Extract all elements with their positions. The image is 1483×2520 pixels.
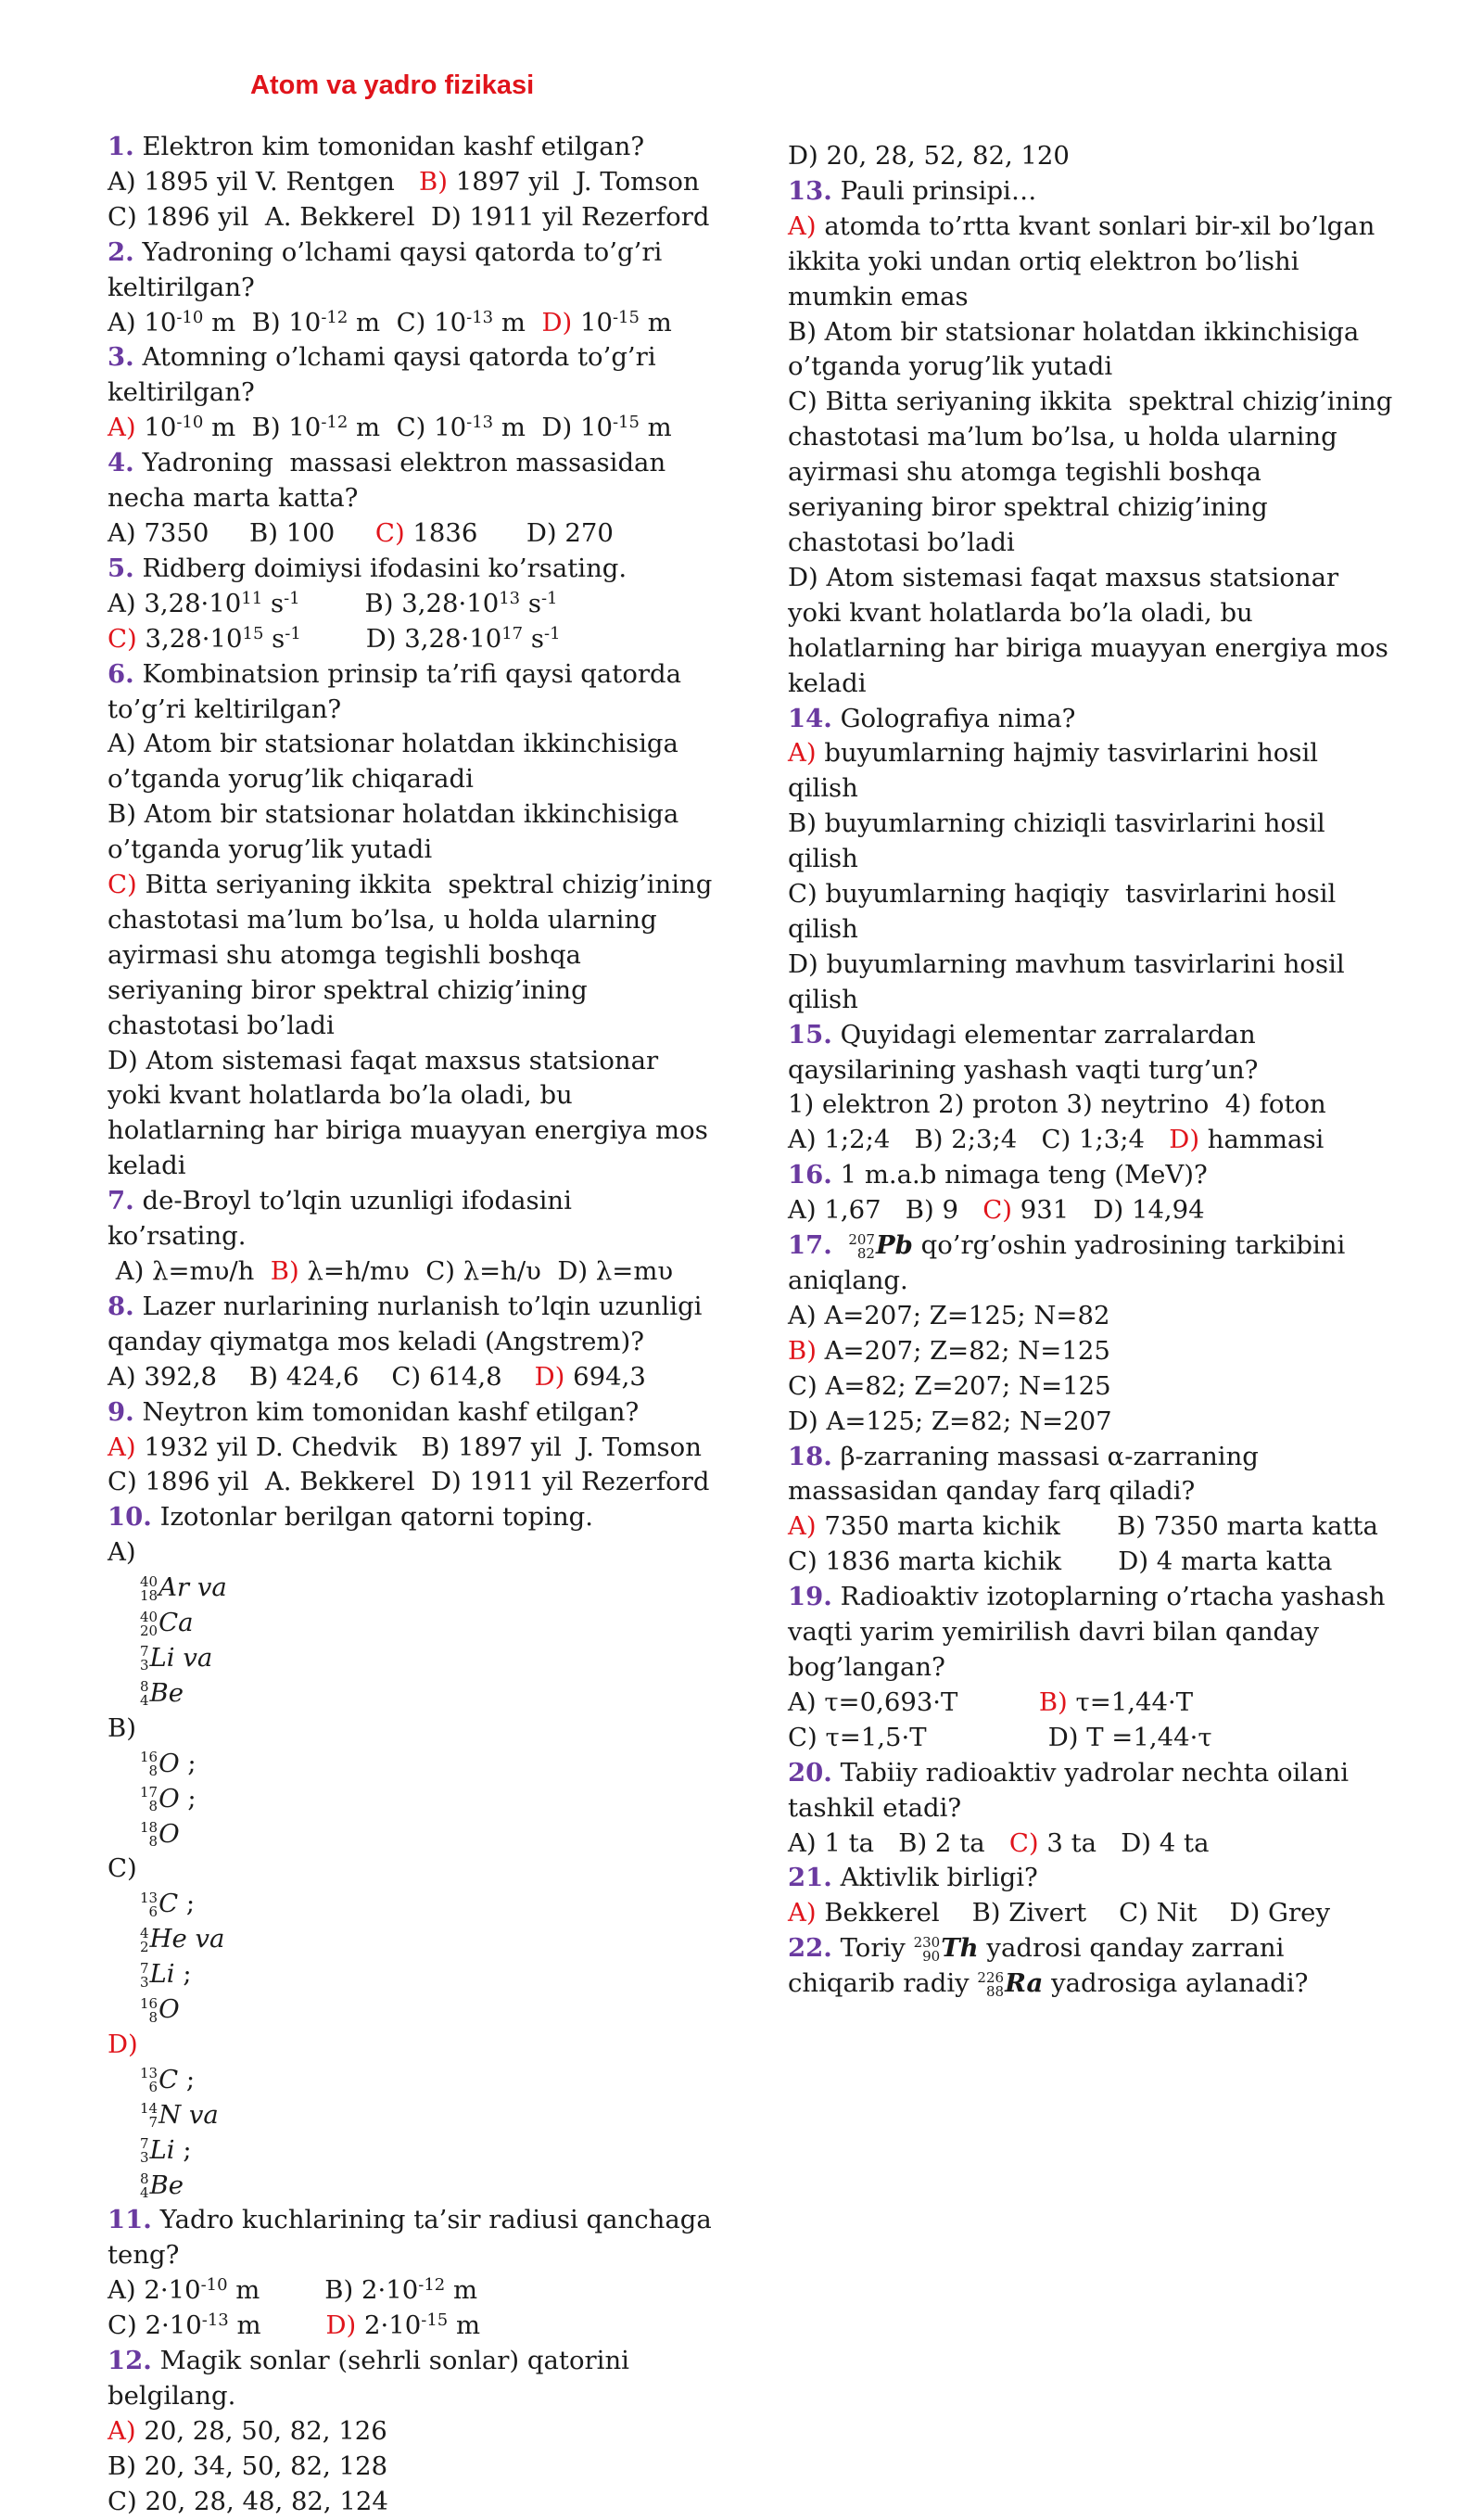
answer-option: keladi xyxy=(788,668,867,698)
answer-row: C) 1836 marta kichik D) 4 marta katta xyxy=(788,1546,1333,1577)
nuclide: 4 2 xyxy=(139,1924,149,1955)
question-text: keltirilgan? xyxy=(108,377,255,408)
question-19 xyxy=(788,1580,1390,1615)
answer-option: qilish xyxy=(788,913,858,944)
nuclide: 7 3 xyxy=(139,2135,149,2167)
answer-row: C) $2\cdot 10^{-13}$ m D) $2\cdot 10^{-15}$ m xyxy=(108,2310,481,2341)
question-number: 12. xyxy=(108,2346,152,2376)
question-text: chiqarib radiy 226 88 Ra yadrosiga aylanadi? xyxy=(788,1968,1309,2000)
question-11 xyxy=(108,2203,719,2238)
answer-option: qilish xyxy=(788,773,858,804)
question-number: 5. xyxy=(108,553,134,583)
answer-row: A) 7350 marta kichik B) 7350 marta katta xyxy=(788,1511,1378,1542)
nuclide: 7 3 xyxy=(139,1643,149,1674)
question-number: 10. xyxy=(108,1502,152,1533)
question-text: aniqlang. xyxy=(788,1266,908,1295)
correct-answer-key: A) xyxy=(108,413,136,443)
correct-answer-key: D) xyxy=(1169,1125,1200,1155)
correct-answer-key: C) xyxy=(108,623,137,654)
nuclide: 230 90 xyxy=(913,1933,941,1965)
nuclide: 13 6 xyxy=(139,1889,158,1920)
nuclide: 18 8 xyxy=(139,1819,158,1850)
question-2 xyxy=(108,235,719,271)
right-column xyxy=(788,139,1393,2002)
answer-option: ayirmasi shu atomga tegishli boshqa xyxy=(788,457,1261,488)
correct-answer-key: D) xyxy=(534,1361,565,1392)
question-number: 6. xyxy=(108,658,134,689)
answer-option: qilish xyxy=(788,844,858,874)
answer-row: B) 16 8 O ; 17 8 O ; 18 8 O xyxy=(108,1712,205,1850)
question-text: Ridberg doimiysi ifodasini ko’rsating. xyxy=(133,553,627,583)
answer-row: A) 40 18 Ar va 40 20 Ca 7 3 Li va 8 4 Be xyxy=(108,1537,235,1710)
question-number: 7. xyxy=(108,1186,134,1216)
correct-answer-key: C) xyxy=(108,870,137,900)
page-title: Atom va yadro fizikasi xyxy=(250,70,535,100)
answer-option: D) A=125; Z=82; N=207 xyxy=(788,1406,1112,1436)
answer-row: A) 1932 yil D. Chedvik B) 1897 yil J. Tomson xyxy=(108,1432,702,1462)
answer-option: holatlarning har biriga muayyan energiya mos xyxy=(108,1115,708,1146)
question-text: Neytron kim tomonidan kashf etilgan? xyxy=(133,1396,640,1427)
correct-answer-key: B) xyxy=(270,1256,299,1286)
answer-option: chastotasi bo’ladi xyxy=(788,527,1015,557)
answer-row: A) 392,8 B) 424,6 C) 614,8 D) 694,3 xyxy=(108,1361,646,1392)
nuclide: 40 20 xyxy=(139,1608,158,1639)
question-20 xyxy=(788,1756,1390,1791)
answer-option: C) buyumlarning haqiqiy tasvirlarini hosil xyxy=(788,879,1337,910)
nuclide: 13 6 xyxy=(139,2065,158,2096)
answer-option: B) buyumlarning chiziqli tasvirlarini hosil xyxy=(788,808,1325,839)
question-text: Lazer nurlarining nurlanish to’lqin uzunligi xyxy=(133,1291,703,1321)
question-7 xyxy=(108,1184,719,1219)
correct-answer-key: A) xyxy=(108,1432,136,1462)
answer-row: A) $3,28\cdot 10^{11}$ $s^{-1}$ B) $3,28\cdot 10^{13}$ $s^{-1}$ xyxy=(108,588,558,618)
question-text: β-zarraning massasi α-zarraning xyxy=(831,1441,1259,1471)
question-text: belgilang. xyxy=(108,2381,236,2411)
question-12 xyxy=(108,2344,719,2379)
answer-row: A) 1;2;4 B) 2;3;4 C) 1;3;4 D) hammasi xyxy=(788,1125,1325,1155)
answer-option: qilish xyxy=(788,984,858,1014)
answer-option: D) Atom sistemasi faqat maxsus statsionar xyxy=(108,1045,659,1075)
answer-option: chastotasi ma’lum bo’lsa, u holda ularning xyxy=(108,904,657,935)
answer-option: C) Bitta seriyaning ikkita spektral chizig’ining xyxy=(108,870,713,900)
answer-option: B) A=207; Z=82; N=125 xyxy=(788,1335,1110,1366)
question-text: Magik sonlar (sehrli sonlar) qatorini xyxy=(151,2346,629,2376)
answer-row: C) 1896 yil A. Bekkerel D) 1911 yil Rezerford xyxy=(108,1467,710,1497)
question-9 xyxy=(108,1395,719,1431)
question-13 xyxy=(788,174,1390,210)
answer-option: o’tganda yorug’lik yutadi xyxy=(788,351,1113,382)
question-text: Yadroning massasi elektron massasidan xyxy=(133,448,666,478)
question-text: de-Broyl to’lqin uzunligi ifodasini xyxy=(133,1186,572,1216)
nuclide: 40 18 xyxy=(139,1572,158,1604)
correct-answer-key: D) xyxy=(541,307,573,337)
question-number: 2. xyxy=(108,236,134,267)
question-number: 22. xyxy=(788,1933,832,1964)
nuclide: 7 3 xyxy=(139,1959,149,1991)
answer-row: A) λ=mυ/h B) λ=h/mυ C) λ=h/υ D) λ=mυ xyxy=(108,1256,674,1286)
question-6 xyxy=(108,657,719,693)
question-text: Atomning o’lchami qaysi qatorda to’g’ri xyxy=(133,342,656,373)
answer-row: A) $2\cdot 10^{-10}$ m B) $2\cdot 10^{-12}$ m xyxy=(108,2275,478,2306)
question-number: 14. xyxy=(788,703,832,733)
answer-option: keladi xyxy=(108,1151,186,1181)
answer-option: yoki kvant holatlarda bo’la oladi, bu xyxy=(788,597,1253,628)
answer-option: A) A=207; Z=125; N=82 xyxy=(788,1300,1110,1330)
question-number: 9. xyxy=(108,1396,134,1427)
question-number: 11. xyxy=(108,2205,152,2235)
question-text: Radioaktiv izotoplarning o’rtacha yashash xyxy=(831,1582,1386,1612)
answer-row xyxy=(108,165,719,200)
question-text: Yadroning o’lchami qaysi qatorda to’g’ri xyxy=(133,236,663,267)
question-number: 15. xyxy=(788,1019,832,1050)
answer-row: C) $3,28\cdot 10^{15}$ $s^{-1}$ D) $3,28\cdot 10^{17}$ $s^{-1}$ xyxy=(108,623,561,654)
question-text: Quyidagi elementar zarralardan xyxy=(831,1019,1256,1050)
answer-option: C) A=82; Z=207; N=125 xyxy=(788,1370,1111,1401)
question-14 xyxy=(788,702,1390,737)
question-text: Izotonlar berilgan qatorni toping. xyxy=(151,1502,594,1533)
answer-option: B) Atom bir statsionar holatdan ikkinchisiga xyxy=(108,799,679,830)
answer-option: C) Bitta seriyaning ikkita spektral chizig’ining xyxy=(788,387,1393,417)
question-text: Kombinatsion prinsip ta’rifi qaysi qatorda xyxy=(133,658,682,689)
question-4 xyxy=(108,446,719,481)
nuclide: 16 8 xyxy=(139,1994,158,2026)
question-text: 1 m.a.b nimaga teng (MeV)? xyxy=(831,1160,1208,1190)
answer-option: A) atomda to’rtta kvant sonlari bir-xil bo’lgan xyxy=(788,210,1375,241)
answer-option: B) 20, 34, 50, 82, 128 xyxy=(108,2450,388,2481)
question-text: Yadro kuchlarining ta’sir radiusi qanchaga xyxy=(151,2205,712,2235)
question-number: 13. xyxy=(788,175,832,206)
question-number: 18. xyxy=(788,1441,832,1471)
question-18 xyxy=(788,1440,1390,1475)
answer-row: C) 13 6 C ; 4 2 He va 7 3 Li ; 16 8 O xyxy=(108,1853,234,2026)
answer-option: A) Atom bir statsionar holatdan ikkinchisiga xyxy=(108,729,678,759)
answer-option: seriyaning biror spektral chizig’ining xyxy=(108,974,588,1005)
question-number: 3. xyxy=(108,342,134,373)
left-column xyxy=(108,130,719,2520)
question-text: Golografiya nima? xyxy=(831,703,1076,733)
answer-option: B) Atom bir statsionar holatdan ikkinchisiga xyxy=(788,316,1360,347)
answer-row: C) 1896 yil A. Bekkerel D) 1911 yil Rezerford xyxy=(108,201,710,232)
question-5 xyxy=(108,552,719,587)
nuclide: 8 4 xyxy=(139,1678,149,1710)
question-text: qaysilarining yashash vaqti turg’un? xyxy=(788,1054,1259,1085)
nuclide: 17 8 xyxy=(139,1784,158,1815)
question-number: 8. xyxy=(108,1291,134,1321)
question-1 xyxy=(108,130,719,165)
answer-row: A) 7350 B) 100 C) 1836 D) 270 xyxy=(108,517,614,548)
nuclide: 14 7 xyxy=(139,2100,158,2132)
nuclide: 8 4 xyxy=(139,2170,149,2202)
question-text: vaqti yarim yemirilish davri bilan qanday xyxy=(788,1617,1320,1648)
question-text: Elektron kim tomonidan kashf etilgan? xyxy=(133,132,645,161)
correct-answer-key: A) xyxy=(788,1898,817,1928)
answer-row: C) τ=1,5·T D) T =1,44·τ xyxy=(788,1722,1212,1752)
question-text: qo’rg’oshin yadrosining tarkibini xyxy=(912,1230,1346,1261)
answer-option: 1897 yil J. Tomson xyxy=(447,166,700,197)
question-number: 4. xyxy=(108,448,134,478)
question-text: massasidan qanday farq qiladi? xyxy=(788,1476,1196,1507)
question-number: 21. xyxy=(788,1863,832,1893)
correct-answer-key: B) xyxy=(419,166,448,197)
answer-option: D) buyumlarning mavhum tasvirlarini hosil xyxy=(788,948,1345,979)
answer-option: chastotasi ma’lum bo’lsa, u holda ularning xyxy=(788,422,1337,452)
question-text: Tabiiy radioaktiv yadrolar nechta oilani xyxy=(831,1757,1349,1788)
correct-answer-key: A) xyxy=(788,210,817,241)
question-3 xyxy=(108,340,719,375)
answer-option: yoki kvant holatlarda bo’la oladi, bu xyxy=(108,1080,573,1111)
question-22: 22. Toriy 230 90 Th yadrosi qanday zarrani xyxy=(788,1933,1285,1965)
question-text: Pauli prinsipi… xyxy=(831,175,1037,206)
answer-option: D) 20, 28, 52, 82, 120 xyxy=(788,141,1070,171)
correct-answer-key: C) xyxy=(982,1195,1012,1226)
correct-answer-key: A) xyxy=(108,2415,136,2446)
correct-answer-key: C) xyxy=(1008,1827,1039,1858)
correct-answer-key: C) xyxy=(374,517,405,548)
answer-option: ikkita yoki undan ortiq elektron bo’lishi xyxy=(788,246,1299,276)
answer-option: seriyaning biror spektral chizig’ining xyxy=(788,492,1268,523)
answer-option: A) 20, 28, 50, 82, 126 xyxy=(108,2415,387,2446)
question-17: 17. 207 82 Pb qo’rg’oshin yadrosining tarkibini xyxy=(788,1230,1346,1262)
question-text: Aktivlik birligi? xyxy=(831,1863,1038,1893)
answer-option: mumkin emas xyxy=(788,281,969,312)
question-text: tashkil etadi? xyxy=(788,1792,962,1823)
question-text: qanday qiymatga mos keladi (Angstrem)? xyxy=(108,1326,644,1356)
question-10 xyxy=(108,1500,719,1535)
correct-answer-key: B) xyxy=(1038,1686,1068,1717)
answer-row: A) Bekkerel B) Zivert C) Nit D) Grey xyxy=(788,1898,1330,1928)
answer-row: A) 1,67 B) 9 C) 931 D) 14,94 xyxy=(788,1195,1205,1226)
answer-option: o’tganda yorug’lik yutadi xyxy=(108,834,433,865)
question-text: necha marta katta? xyxy=(108,483,359,514)
answer-option: A) 1895 yil V. Rentgen xyxy=(108,166,420,197)
answer-row: A) τ=0,693·T B) τ=1,44·T xyxy=(788,1686,1194,1717)
question-number: 17. xyxy=(788,1230,832,1261)
question-21 xyxy=(788,1861,1390,1896)
answer-row: D) 13 6 C ; 14 7 N va 7 3 Li ; 8 4 Be xyxy=(108,2029,227,2202)
answer-option: C) 20, 28, 48, 82, 124 xyxy=(108,2486,388,2516)
question-text: to’g’ri keltirilgan? xyxy=(108,694,342,724)
question-number: 16. xyxy=(788,1160,832,1190)
correct-answer-key: B) xyxy=(788,1335,817,1366)
question-8 xyxy=(108,1290,719,1325)
correct-answer-key: D) xyxy=(325,2310,357,2341)
answer-row: A) $10^{-10}$ m B) $10^{-12}$ m C) $10^{-13}$ m D) $10^{-15}$ m xyxy=(108,307,672,337)
nuclide: 16 8 xyxy=(139,1749,158,1780)
correct-answer-key: D) xyxy=(108,2029,138,2059)
answer-option: o’tganda yorug’lik chiqaradi xyxy=(108,764,474,795)
nuclide: 226 88 xyxy=(977,1968,1005,2000)
question-number: 20. xyxy=(788,1757,832,1788)
correct-answer-key: A) xyxy=(788,738,817,769)
answer-option: chastotasi bo’ladi xyxy=(108,1010,335,1040)
question-text: keltirilgan? xyxy=(108,272,255,302)
question-text: 1) elektron 2) proton 3) neytrino 4) foton xyxy=(788,1089,1326,1120)
answer-option: A) buyumlarning hajmiy tasvirlarini hosil xyxy=(788,738,1319,769)
answer-option: D) Atom sistemasi faqat maxsus statsionar xyxy=(788,562,1339,592)
question-15 xyxy=(788,1018,1390,1053)
question-16 xyxy=(788,1158,1390,1193)
question-number: 19. xyxy=(788,1582,832,1612)
question-text: bog’langan? xyxy=(788,1651,945,1682)
answer-option: ayirmasi shu atomga tegishli boshqa xyxy=(108,939,581,970)
nuclide: 207 82 xyxy=(848,1230,875,1262)
answer-row: A) $10^{-10}$ m B) $10^{-12}$ m C) $10^{-13}$ m D) $10^{-15}$ m xyxy=(108,413,672,443)
answer-option: holatlarning har biriga muayyan energiya mos xyxy=(788,632,1388,663)
question-text: ko’rsating. xyxy=(108,1221,247,1252)
answer-row: A) 1 ta B) 2 ta C) 3 ta D) 4 ta xyxy=(788,1827,1210,1858)
question-number: 1. xyxy=(108,132,134,161)
question-text: teng? xyxy=(108,2240,180,2271)
correct-answer-key: A) xyxy=(788,1511,817,1542)
